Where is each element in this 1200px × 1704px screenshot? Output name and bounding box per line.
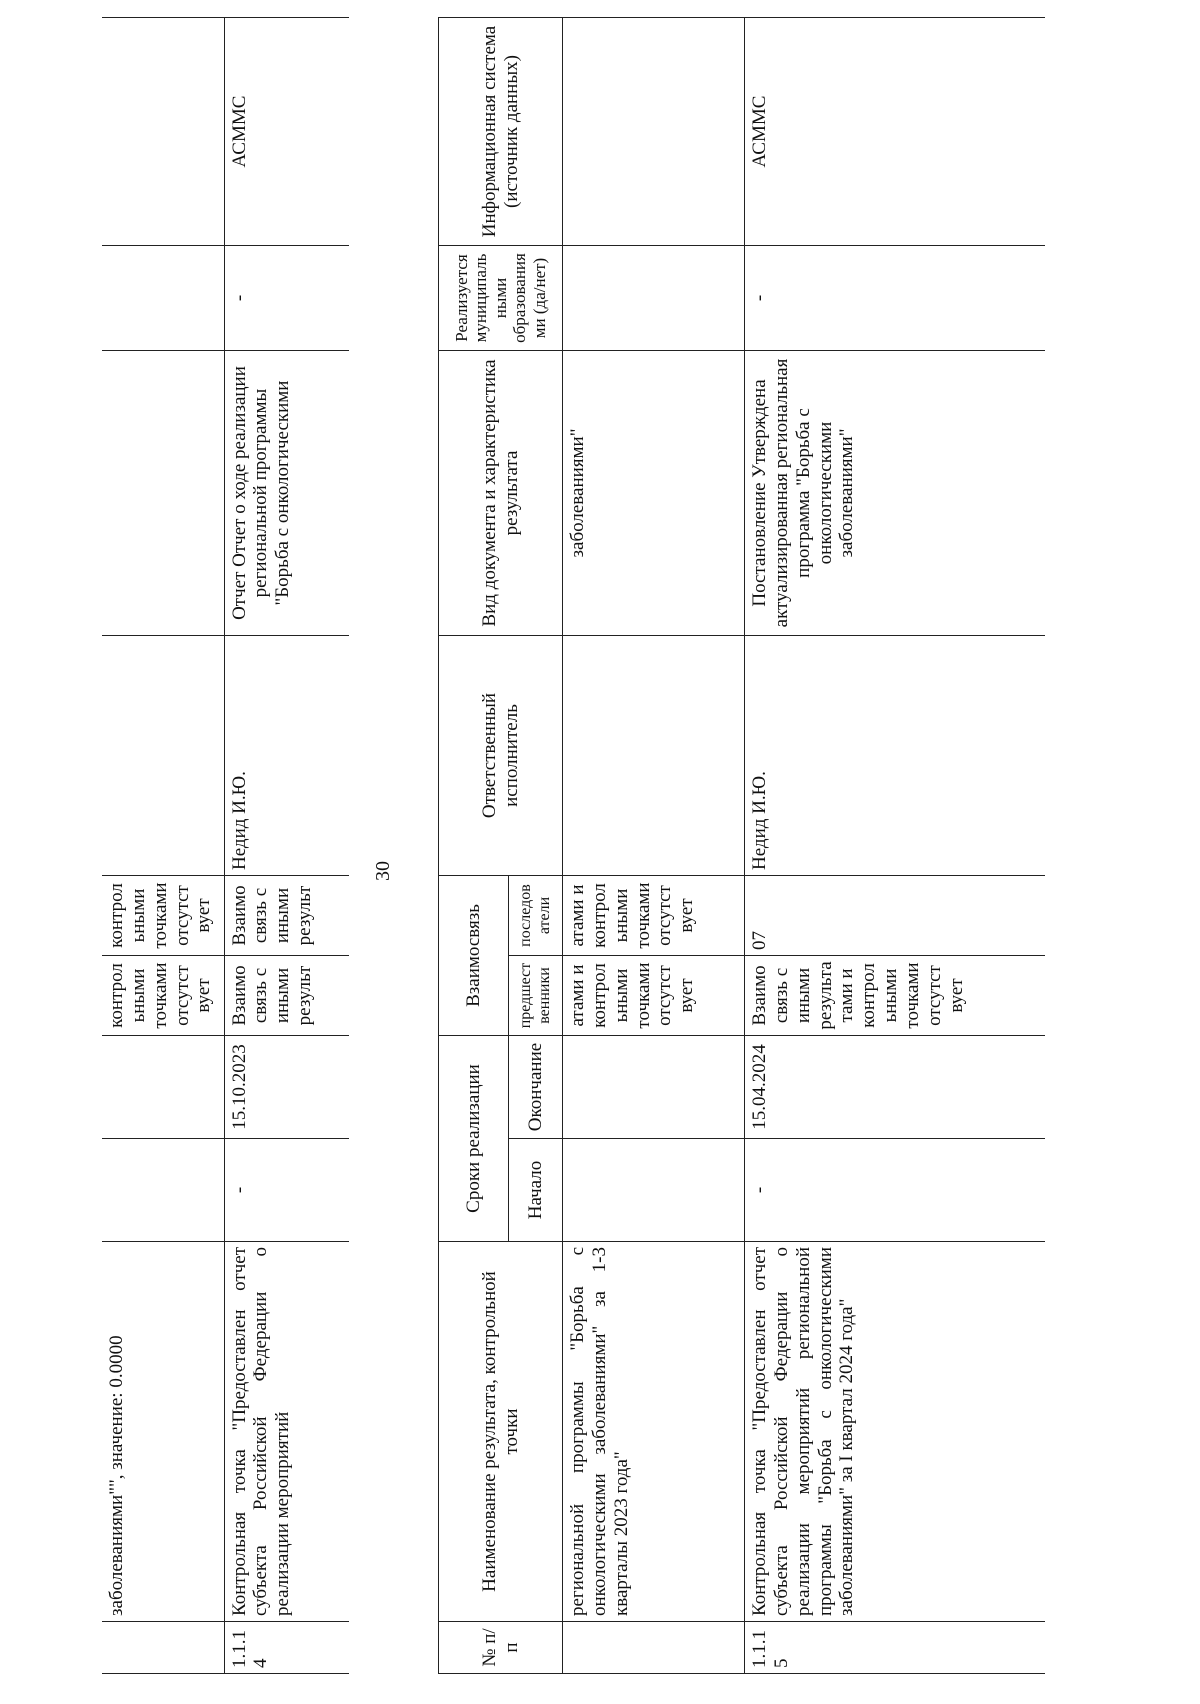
header-name: Наименование результата, контрольной точки [439, 1242, 563, 1622]
end-date: 15.04.2024 [745, 1036, 1045, 1139]
municipal-cell [563, 246, 745, 351]
table-row [745, 18, 1045, 1674]
header-municipal: Реализуется муниципальными образованиями (да/нет) [439, 246, 563, 351]
header-relation: Взаимосвязь [439, 876, 509, 1036]
end-date: 15.10.2023 [224, 1036, 349, 1139]
result-name: заболеваниями"", значение: 0.0000 [102, 1242, 224, 1622]
document-cell: заболеваниями" [563, 351, 745, 636]
end-date [563, 1036, 745, 1139]
system-cell: АСММС [224, 18, 349, 246]
header-predecessors: предшественники [509, 956, 563, 1036]
predecessors-cell: Взаимосвязь с иными результ [224, 956, 349, 1036]
table-row [102, 18, 224, 1674]
system-cell [102, 18, 224, 246]
municipal-cell: - [224, 246, 349, 351]
predecessors-cell: атами и контрольными точками отсутствует [563, 956, 745, 1036]
header-responsible: Ответственный исполнитель [439, 636, 563, 876]
row-number: 1.1.14 [224, 1622, 349, 1674]
header-terms: Сроки реализации [439, 1036, 509, 1242]
table-row [563, 18, 745, 1674]
start-date [563, 1139, 745, 1242]
header-start: Начало [509, 1139, 563, 1242]
responsible-cell [102, 636, 224, 876]
table-header-row [439, 18, 509, 1674]
successors-cell: контрольными точками отсутствует [102, 876, 224, 956]
successors-cell: 07 [745, 876, 1045, 956]
header-document: Вид документа и характеристика результата [439, 351, 563, 636]
start-date: - [745, 1139, 1045, 1242]
result-name: Контрольная точка "Предоставлен отчет субъекта Российской Федерации о реализации мероприятий [224, 1242, 349, 1622]
successors-cell: атами и контрольными точками отсутствует [563, 876, 745, 956]
row-number [563, 1622, 745, 1674]
page-number: 30 [372, 861, 394, 881]
system-cell: АСММС [745, 18, 1045, 246]
header-end: Окончание [509, 1036, 563, 1139]
row-number: 1.1.15 [745, 1622, 1045, 1674]
document-cell: Отчет Отчет о ходе реализации региональной программы "Борьба с онкологическими [224, 351, 349, 636]
responsible-cell [563, 636, 745, 876]
header-system: Информационная система (источник данных) [439, 18, 563, 246]
start-date [102, 1139, 224, 1242]
predecessors-cell: контрольными точками отсутствует [102, 956, 224, 1036]
result-name: региональной программы "Борьба с онкологическими заболеваниями" за 1-3 кварталы 2023 года" [563, 1242, 745, 1622]
header-number: № п/п [439, 1622, 563, 1674]
responsible-cell: Недид И.Ю. [224, 636, 349, 876]
header-successors: последователи [509, 876, 563, 956]
predecessors-cell: Взаимосвязь с иными результатами и контрольными точками отсутствует [745, 956, 1045, 1036]
table-row [224, 18, 349, 1674]
document-cell [102, 351, 224, 636]
system-cell [563, 18, 745, 246]
municipal-cell [102, 246, 224, 351]
table-top [102, 17, 349, 1674]
start-date: - [224, 1139, 349, 1242]
row-number [102, 1622, 224, 1674]
end-date [102, 1036, 224, 1139]
result-name: Контрольная точка "Предоставлен отчет субъекта Российской Федерации о реализации мероприятий региональной программы "Борьба с онкологическими заболеваниями" за I квартал 2024 года" [745, 1242, 1045, 1622]
responsible-cell: Недид И.Ю. [745, 636, 1045, 876]
table-bottom [438, 17, 1045, 1674]
municipal-cell: - [745, 246, 1045, 351]
successors-cell: Взаимосвязь с иными результ [224, 876, 349, 956]
document-cell: Постановление Утверждена актуализированная региональная программа "Борьба с онкологическими заболеваниями" [745, 351, 1045, 636]
